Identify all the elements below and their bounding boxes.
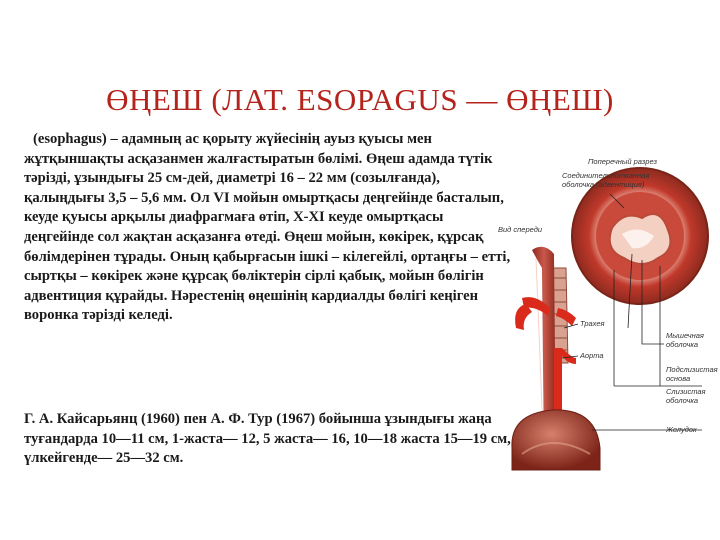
label-cross-section: Поперечный разрез (588, 157, 658, 166)
label-submucosa: Подслизистая основа (666, 365, 718, 383)
esophagus-illustration (492, 158, 720, 540)
length-by-age-paragraph: Г. А. Кайсарьянц (1960) пен А. Ф. Тур (1967) бойынша ұзындығы жаңа туғандарда 10—11 см, 1-жаста— 12, 5 жаста— 16, 10—18 жаста 15—19 см, үлкейгенде— 25—32 см. (24, 411, 511, 467)
definition-paragraph: (esophagus) – адамның ас қорыту жүйесінің ауыз қуысы мен жұтқыншақты асқазанмен жалғастыратын бөлімі. Өңеш адамда түтік тәрізді, ұзындығы 25 см-дей, диаметрі 16 – 22 мм (созылғанда), қалыңдығы 3,5 – 5,6 мм. Ол VI мойын омыртқасы деңгейінде басталып, кеуде қуысы арқылы диафрагмаға өтіп, X-XI кеуде омыртқасы деңгейінде сол жақтан асқазанға өтеді. Өңеш мойын, көкірек, құрсақ бөлімдерінен тұрады. Оның қабырғасын ішкі – кілегейлі, ортаңғы – етті, сыртқы – көкірек және құрсақ бөліктерін сірлі қабық, мойын бөлігін адвентиция құрайды. Нәрестенің өңешінің кардиалды бөлігі кеңіген воронка тәрізді келеді. (24, 131, 511, 324)
slide-title: ӨҢЕШ (ЛАТ. ESOPAGUS — ӨҢЕШ) (106, 82, 614, 117)
esophagus-anatomy-drawing (492, 158, 720, 540)
label-aorta: Аорта (580, 351, 604, 360)
label-mucosa: Слизистая оболочка (666, 387, 706, 405)
label-stomach: Желудок (666, 425, 697, 434)
cross-section-ring (570, 168, 710, 308)
label-trachea: Трахея (580, 319, 605, 328)
label-front-view: Вид спереди (498, 225, 543, 234)
label-muscular-layer: Мышечная оболочка (666, 331, 704, 349)
stomach-shape (512, 410, 600, 470)
label-adventitia: Соединительнотканная оболочка (адвентиция) (562, 171, 650, 189)
